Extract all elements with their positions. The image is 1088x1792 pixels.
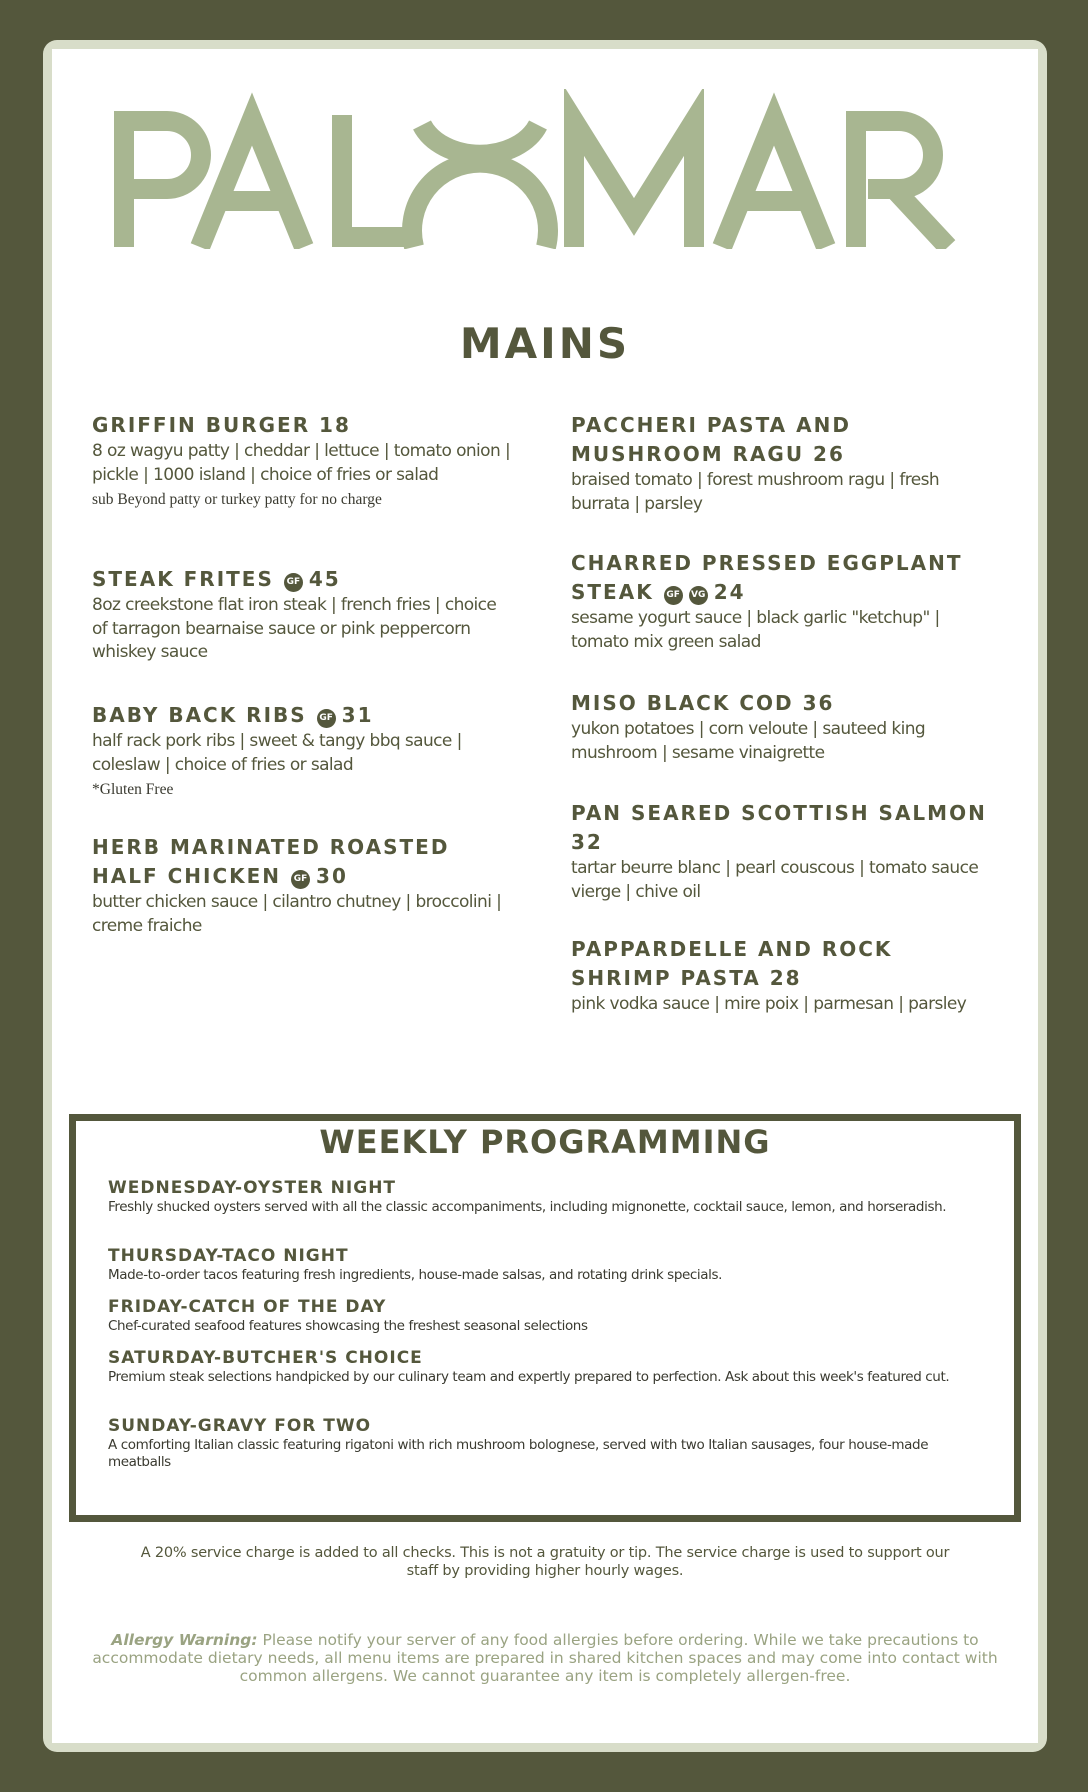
weekly-item-wednesday (108, 1177, 988, 1216)
item-name (92, 701, 512, 730)
item-name: MISO BLACK COD 36 (571, 691, 835, 715)
item-name: PACCHERI PASTA AND MUSHROOM RAGU 26 (571, 413, 851, 466)
menu-item-griffin-burger (92, 411, 512, 509)
allergy-warning (82, 1631, 1008, 1685)
item-price: 31 (341, 703, 374, 727)
item-description: pink vodka sauce | mire poix | parmesan | parsley (571, 994, 967, 1014)
menu-card (43, 40, 1047, 1752)
weekly-item-name: FRIDAY-CATCH OF THE DAY (108, 1297, 387, 1317)
menu-item-miso-black-cod (571, 689, 991, 765)
weekly-item-description: Premium steak selections handpicked by our culinary team and expertly prepared to perfection. Ask about this week's featured cut. (108, 1369, 950, 1385)
weekly-item-name: SATURDAY-BUTCHER'S CHOICE (108, 1348, 423, 1368)
weekly-item-description: Freshly shucked oysters served with all the classic accompaniments, including mignonette, cocktail sauce, lemon, and horseradish. (108, 1199, 947, 1215)
item-note: *Gluten Free (92, 781, 174, 798)
weekly-item-name: WEDNESDAY-OYSTER NIGHT (108, 1178, 397, 1198)
palomar-logo (112, 89, 962, 249)
menu-item-herb-chicken (92, 833, 512, 938)
item-description: 8oz creekstone flat iron steak | french fries | choice of tarragon bearnaise sauce or pink peppercorn whiskey sauce (92, 595, 497, 662)
weekly-item-description: A comforting Italian classic featuring rigatoni with rich mushroom bolognese, served with two Italian sausages, four house-made meatballs (108, 1437, 929, 1470)
item-name (92, 565, 512, 594)
service-charge-note: A 20% service charge is added to all checks. This is not a gratuity or tip. The service charge is used to support our staff by providing higher hourly wages. (140, 1545, 950, 1579)
item-name (92, 833, 512, 891)
weekly-item-name: THURSDAY-TACO NIGHT (108, 1246, 349, 1266)
menu-item-paccheri-pasta (571, 411, 991, 516)
menu-item-steak-frites (92, 565, 512, 665)
palomar-logo-graphic (112, 89, 962, 249)
allergy-warning-text: Please notify your server of any food allergies before ordering. While we take precautions to accommodate dietary needs, all menu items are prepared in shared kitchen spaces and may come into contact with common allergens. We cannot guarantee any item is completely allergen-free. (92, 1631, 998, 1685)
item-name: GRIFFIN BURGER 18 (92, 413, 351, 437)
weekly-item-name: SUNDAY-GRAVY FOR TWO (108, 1416, 372, 1436)
item-name-text: HERB MARINATED ROASTED HALF CHICKEN (92, 835, 450, 888)
menu-item-baby-back-ribs (92, 701, 512, 799)
weekly-item-sunday (108, 1415, 988, 1470)
item-name: PAPPARDELLE AND ROCK SHRIMP PASTA 28 (571, 937, 893, 990)
item-description: braised tomato | forest mushroom ragu | fresh burrata | parsley (571, 470, 940, 514)
weekly-item-description: Made-to-order tacos featuring fresh ingredients, house-made salsas, and rotating drink specials. (108, 1267, 723, 1283)
menu-item-pappardelle-shrimp (571, 935, 991, 1017)
item-price: 30 (316, 864, 348, 888)
weekly-item-friday (108, 1296, 988, 1335)
gluten-free-badge: GF (291, 870, 310, 889)
weekly-programming-title: WEEKLY PROGRAMMING (319, 1123, 771, 1161)
item-description: half rack pork ribs | sweet & tangy bbq sauce | coleslaw | choice of fries or salad (92, 731, 462, 775)
item-name-text: CHARRED PRESSED EGGPLANT STEAK (571, 551, 963, 604)
item-description: butter chicken sauce | cilantro chutney | broccolini | creme fraiche (92, 892, 502, 936)
weekly-programming-box (69, 1114, 1021, 1522)
allergy-warning-lead: Allergy Warning: (111, 1631, 258, 1649)
weekly-item-saturday (108, 1347, 988, 1386)
item-description: sesame yogurt sauce | black garlic "ketchup" | tomato mix green salad (571, 608, 940, 652)
gluten-free-badge: GF (317, 709, 336, 728)
item-price: 24 (713, 580, 746, 604)
item-price: 45 (308, 567, 341, 591)
item-name-text: STEAK FRITES (92, 567, 274, 591)
item-name: PAN SEARED SCOTTISH SALMON 32 (571, 801, 987, 854)
menu-item-scottish-salmon (571, 799, 991, 904)
menu-item-eggplant-steak (571, 549, 991, 654)
section-title-mains: MAINS (459, 319, 631, 368)
menu-page (52, 49, 1038, 1743)
weekly-item-description: Chef-curated seafood features showcasing the freshest seasonal selections (108, 1318, 588, 1334)
item-description: tartar beurre blanc | pearl couscous | tomato sauce vierge | chive oil (571, 858, 979, 902)
item-note: sub Beyond patty or turkey patty for no charge (92, 491, 382, 508)
gluten-free-badge: GF (664, 586, 683, 605)
weekly-item-thursday (108, 1245, 988, 1284)
item-name-text: BABY BACK RIBS (92, 703, 307, 727)
vegan-badge: VG (689, 586, 708, 605)
gluten-free-badge: GF (284, 573, 303, 592)
item-description: yukon potatoes | corn veloute | sauteed king mushroom | sesame vinaigrette (571, 719, 926, 763)
item-description: 8 oz wagyu patty | cheddar | lettuce | tomato onion | pickle | 1000 island | choice of fries or salad (92, 441, 511, 485)
item-name (571, 549, 991, 607)
